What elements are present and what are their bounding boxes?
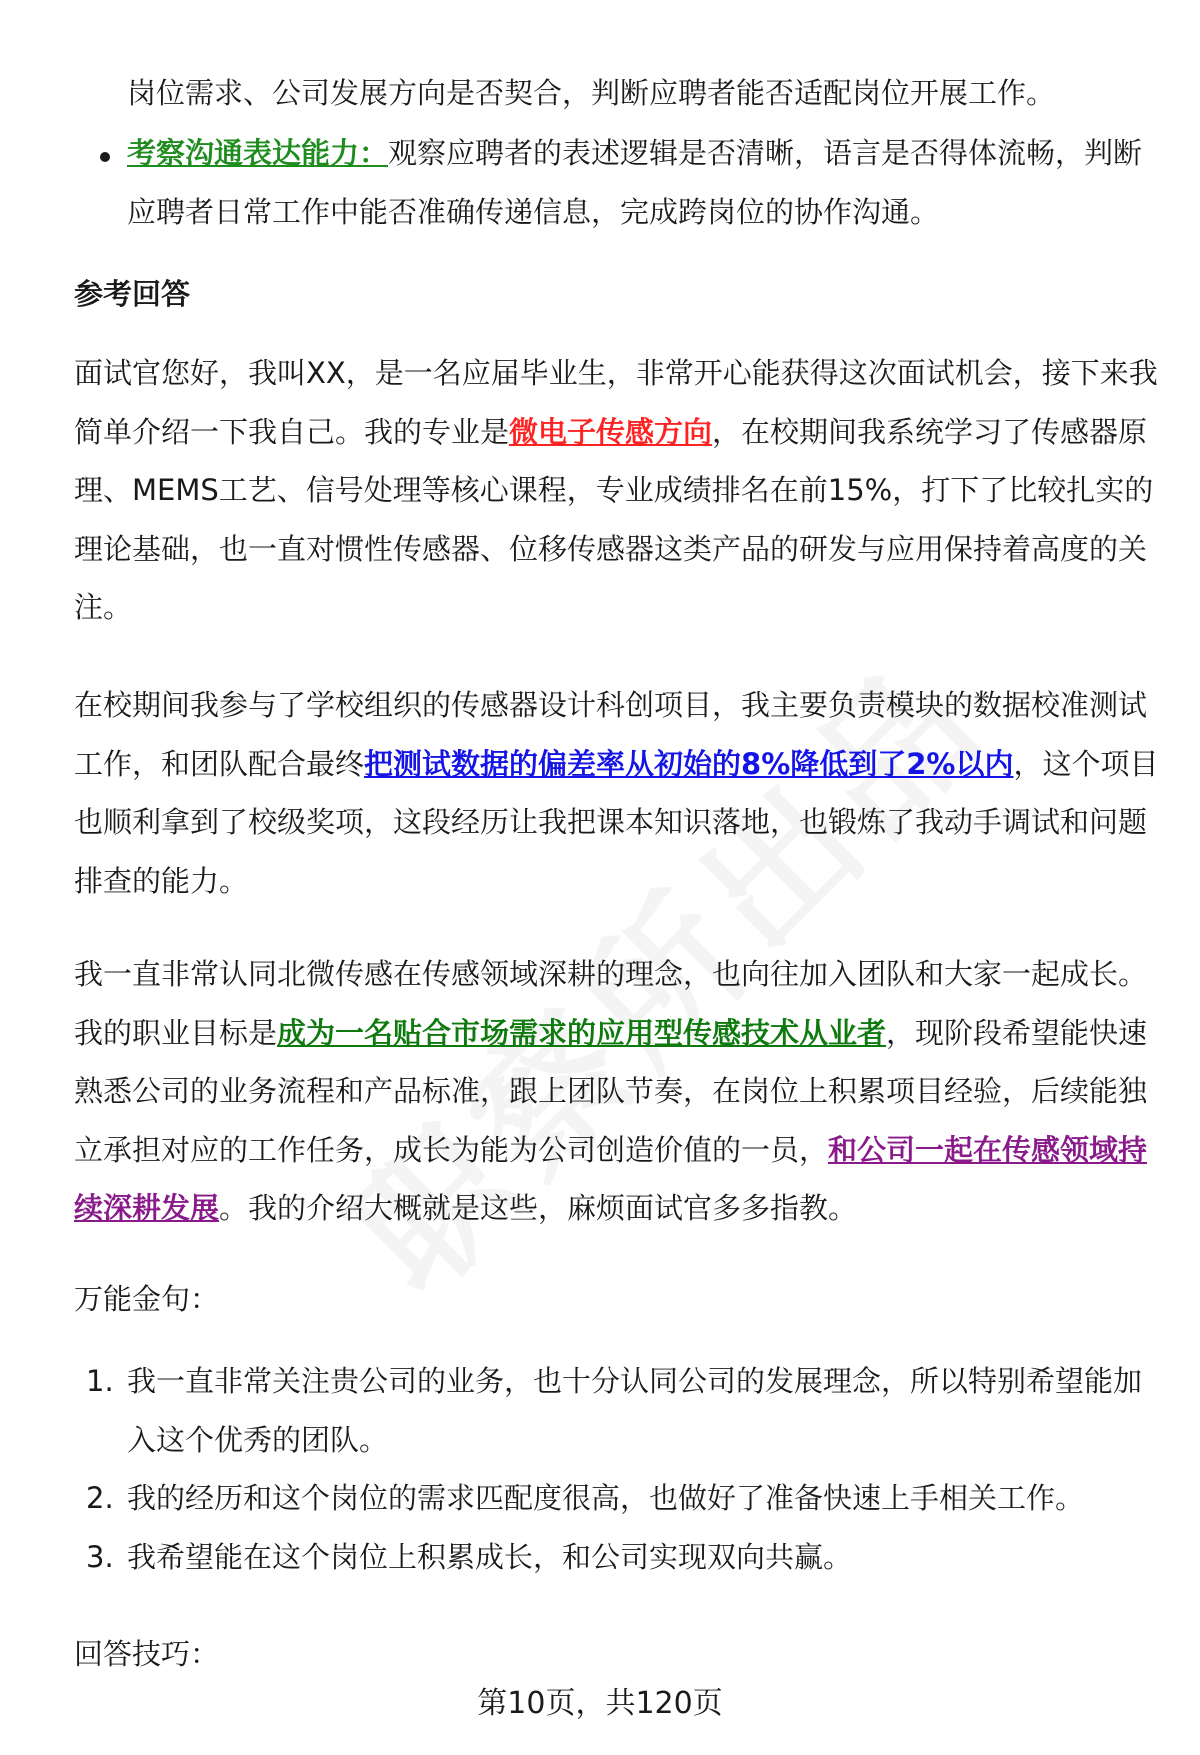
para2-highlight: 把测试数据的偏差率从初始的8%降低到了2%以内 bbox=[364, 746, 1014, 781]
para1-text-after: ，在校期间我系统学习了传感器原理、MEMS工艺、信号处理等核心课程，专业成绩排名在前15%，打下了比较扎实的理论基础，也一直对惯性传感器、位移传感器这类产品的研发与应用保持着高度的关注。 bbox=[74, 414, 1154, 624]
bullet-text: 观察应聘者的表述逻辑是否清晰，语言是否得体流畅，判断应聘者日常工作中能否准确传递信息，完成跨岗位的协作沟通。 bbox=[127, 136, 1143, 229]
continuation-line: 岗位需求、公司发展方向是否契合，判断应聘者能否适配岗位开展工作。 bbox=[127, 76, 1056, 110]
list-item-text: 我一直非常关注贵公司的业务，也十分认同公司的发展理念，所以特别希望能加入这个优秀的团队。 bbox=[127, 1364, 1143, 1457]
bullet-item-communication bbox=[127, 124, 1157, 241]
para3-highlight-2: 和公司一起在传感领域持续深耕发展 bbox=[74, 1132, 1148, 1225]
answer-tips-label: 回答技巧： bbox=[74, 1637, 220, 1671]
list-item-text: 我的经历和这个岗位的需求匹配度很高，也做好了准备快速上手相关工作。 bbox=[127, 1481, 1085, 1515]
section-heading: 参考回答 bbox=[74, 277, 191, 311]
para3-text-after: 。我的介绍大概就是这些，麻烦面试官多多指教。 bbox=[219, 1191, 858, 1225]
para2-text-before: 在校期间我参与了学校组织的传感器设计科创项目，我主要负责模块的数据校准测试工作，和团队配合最终 bbox=[74, 688, 1148, 781]
para1-text-before: 面试官您好，我叫XX，是一名应届毕业生，非常开心能获得这次面试机会，接下来我简单介绍一下我自己。我的专业是 bbox=[74, 356, 1158, 449]
para3-text-before: 我一直非常认同北微传感在传感领域深耕的理念，也向往加入团队和大家一起成长。我的职业目标是 bbox=[74, 957, 1148, 1050]
page-footer: 第10页，共120页 bbox=[477, 1686, 723, 1721]
answer-paragraph-1 bbox=[74, 344, 1160, 637]
para2-text-after: ，这个项目也顺利拿到了校级奖项，这段经历让我把课本知识落地，也锻炼了我动手调试和问题排查的能力。 bbox=[74, 746, 1159, 898]
list-item-number: 3. bbox=[86, 1540, 114, 1574]
bullet-label: 考察沟通表达能力： bbox=[127, 136, 389, 170]
answer-paragraph-2 bbox=[74, 676, 1160, 910]
answer-paragraph-3 bbox=[74, 945, 1160, 1238]
list-item-number: 2. bbox=[86, 1481, 114, 1515]
list-item-text: 我希望能在这个岗位上积累成长，和公司实现双向共赢。 bbox=[127, 1540, 853, 1574]
golden-sentences-label: 万能金句： bbox=[74, 1282, 220, 1316]
list-item-number: 1. bbox=[86, 1364, 114, 1398]
bullet-dot-icon bbox=[100, 152, 110, 162]
para1-highlight: 微电子传感方向 bbox=[509, 414, 713, 449]
para3-highlight-1: 成为一名贴合市场需求的应用型传感技术从业者 bbox=[277, 1015, 887, 1050]
para3-text-middle: ，现阶段希望能快速熟悉公司的业务流程和产品标准，跟上团队节奏，在岗位上积累项目经验，后续能独立承担对应的工作任务，成长为能为公司创造价值的一员， bbox=[74, 1015, 1148, 1167]
